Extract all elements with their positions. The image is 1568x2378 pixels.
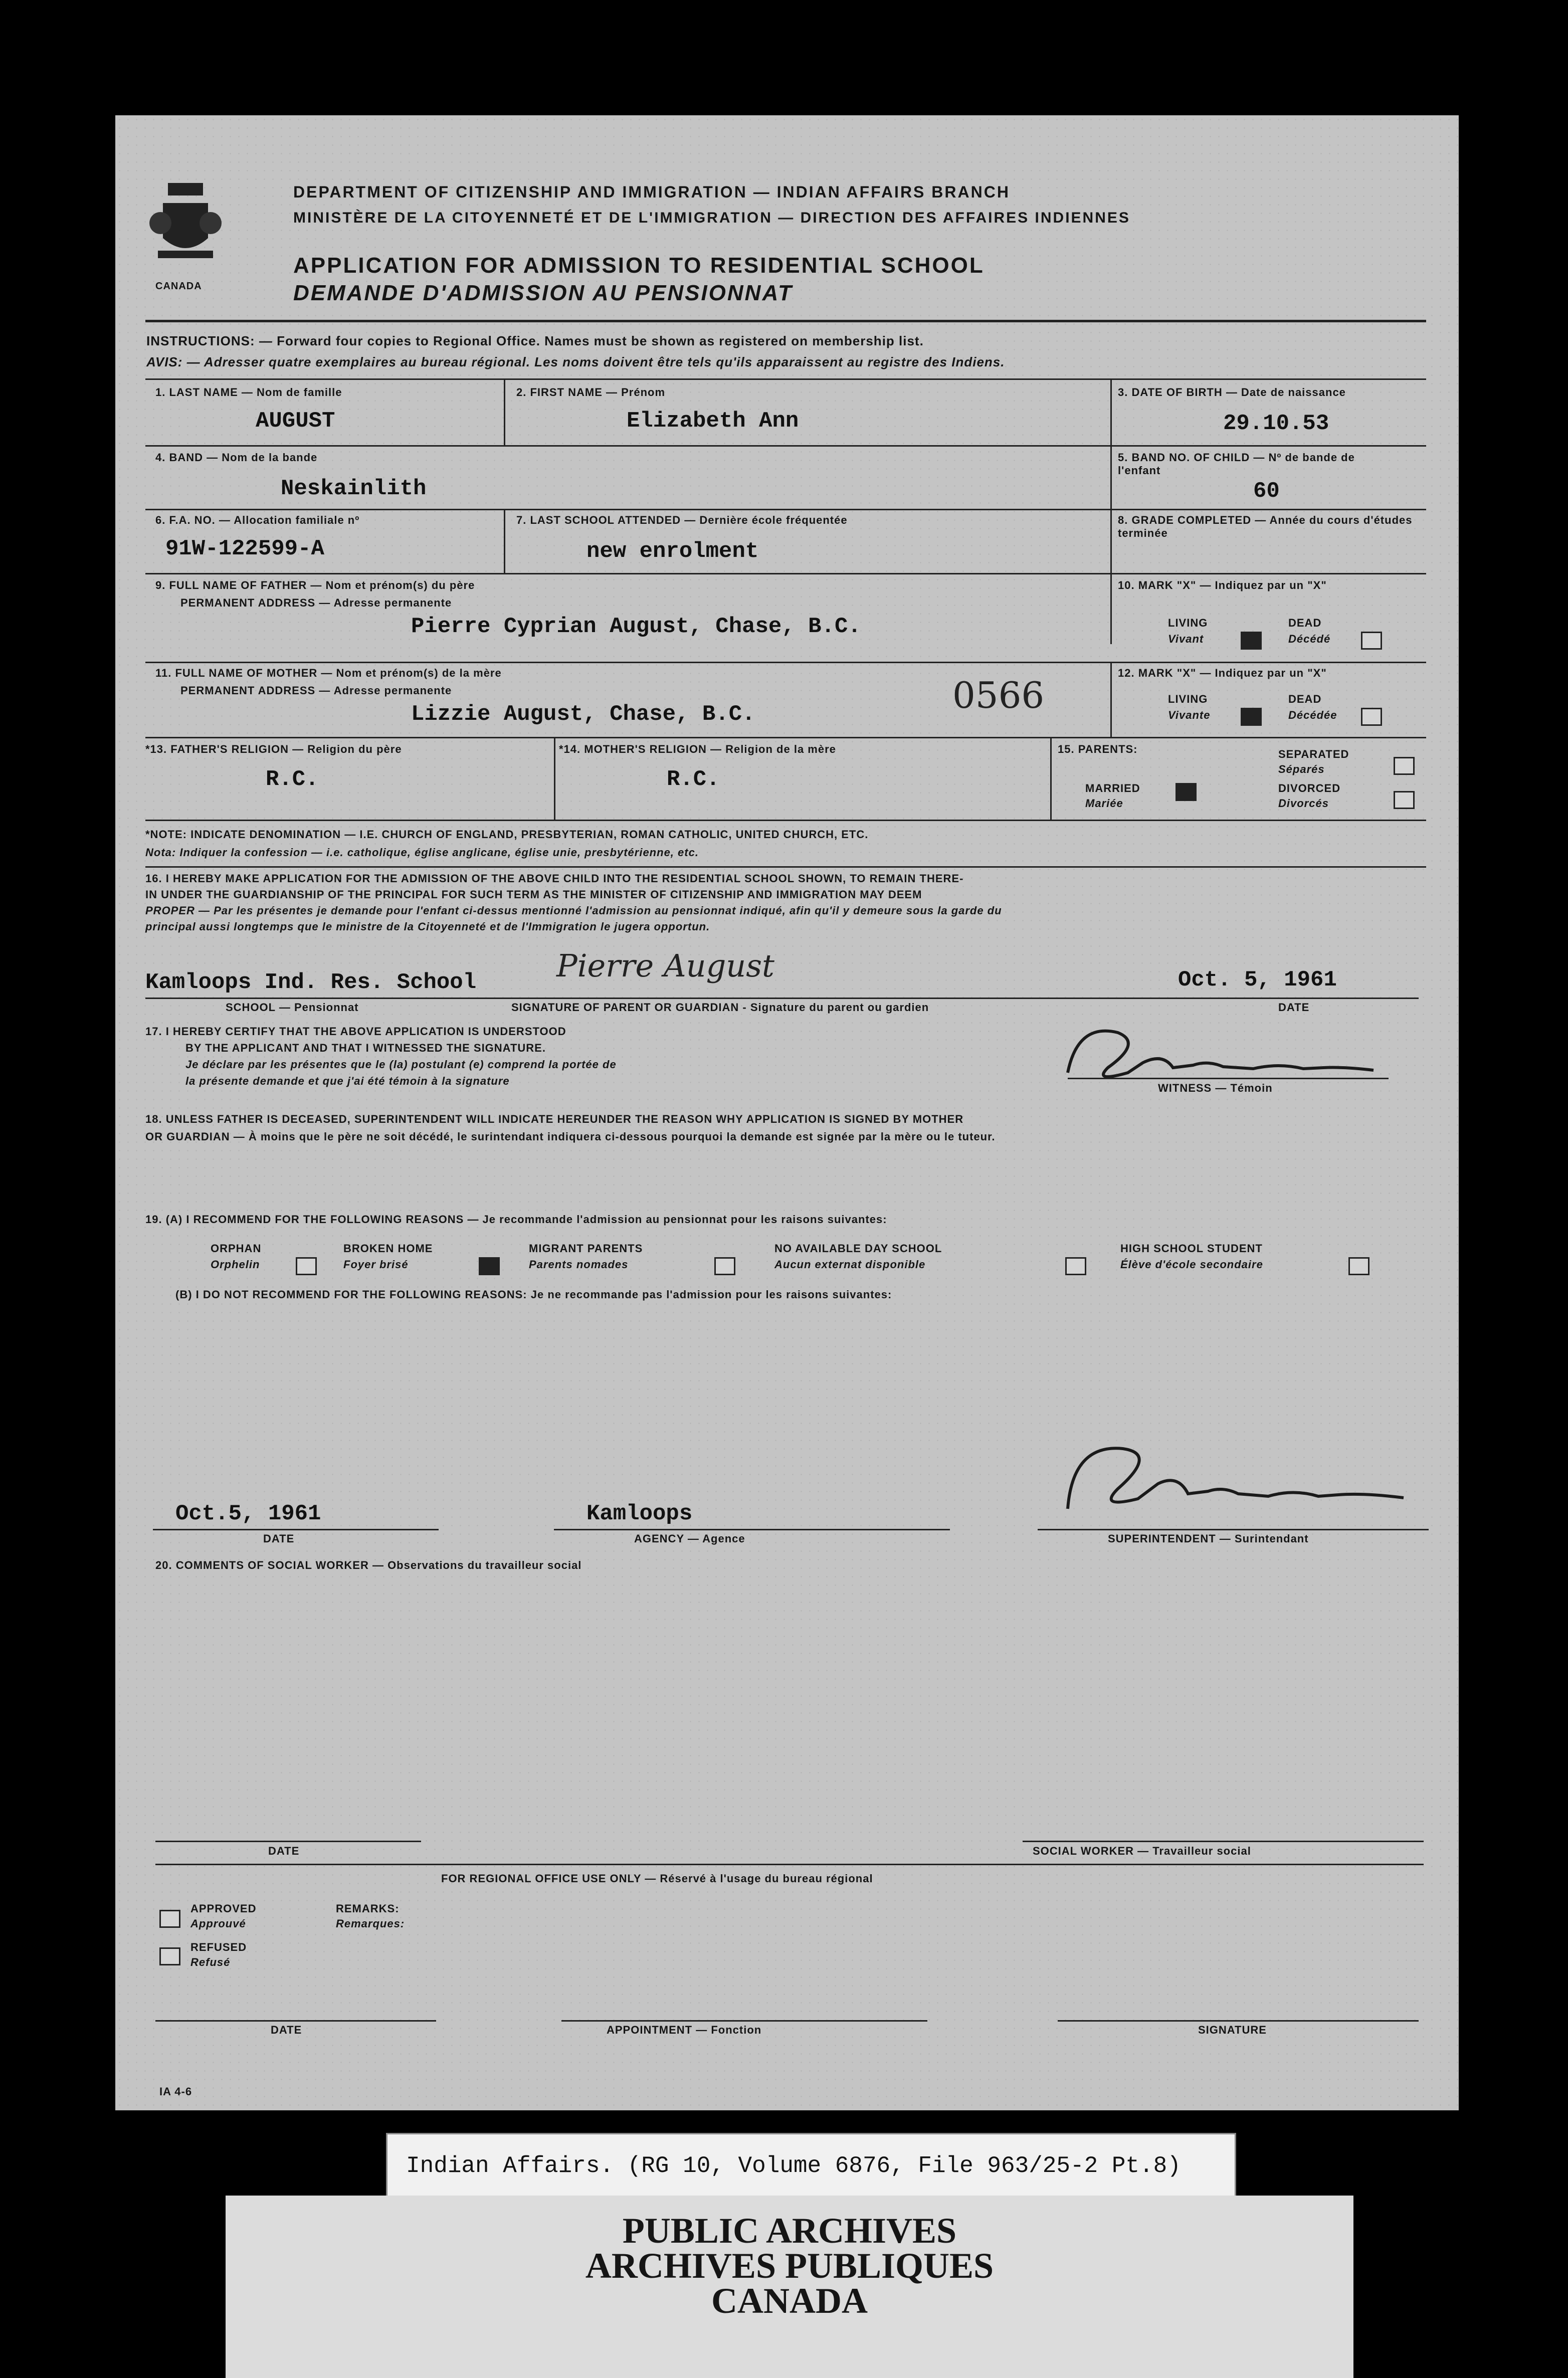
separated-label: SEPARATED [1278,748,1349,760]
first-name-value: Elizabeth Ann [627,409,799,434]
married-label: MARRIED [1085,782,1140,795]
s16-en1: 16. I HEREBY MAKE APPLICATION FOR THE ADMISSION OF THE ABOVE CHILD INTO THE RESIDENTIAL SCHOOL SHOWN, TO REMAIN THERE- [145,872,964,885]
separated-checkbox[interactable] [1394,757,1415,775]
form-number: IA 4-6 [159,2085,192,2098]
s16-fr2: principal aussi longtemps que le ministre de la Citoyenneté et de l'Immigration le jugera opportun. [145,920,710,933]
instructions-fr: AVIS: — Adresser quatre exemplaires au bureau régional. Les noms doivent être tels qu'ils apparaissent au registre des Indiens. [146,354,1005,369]
s19-a: 19. (A) I RECOMMEND FOR THE FOLLOWING REASONS — Je recommande l'admission au pensionnat pour les raisons suivantes: [145,1213,887,1226]
father-vivant-label: Vivant [1168,633,1204,645]
s18-en: 18. UNLESS FATHER IS DECEASED, SUPERINTENDENT WILL INDICATE HEREUNDER THE REASON WHY APPLICATION IS SIGNED BY MOTHER [145,1113,964,1125]
form-title-fr: DEMANDE D'ADMISSION AU PENSIONNAT [293,281,793,305]
regional-date-label: DATE [271,2024,302,2036]
mother-religion-value: R.C. [667,767,720,792]
divorces-label: Divorcés [1278,797,1329,810]
department-fr: MINISTÈRE DE LA CITOYENNETÉ ET DE L'IMMIGRATION — DIRECTION DES AFFAIRES INDIENNES [293,210,1130,226]
witness-signature [1043,1013,1389,1093]
parent-signature: Pierre August [556,947,774,984]
married-checkbox[interactable] [1175,783,1197,801]
s20-label: 20. COMMENTS OF SOCIAL WORKER — Observations du travailleur social [155,1559,582,1571]
mother-living-checkbox[interactable] [1241,708,1262,726]
broken-home-checkbox[interactable] [479,1257,500,1275]
last-name-value: AUGUST [256,409,335,434]
s16-en2: IN UNDER THE GUARDIANSHIP OF THE PRINCIPAL FOR SUCH TERM AS THE MINISTER OF CITIZENSHIP AND IMMIGRATION MAY DEEM [145,888,922,901]
mother-value: Lizzie August, Chase, B.C. [411,702,755,727]
orphan-checkbox[interactable] [296,1257,317,1275]
migrant-label: MIGRANT PARENTS [529,1242,643,1255]
department-en: DEPARTMENT OF CITIZENSHIP AND IMMIGRATION — INDIAN AFFAIRS BRANCH [293,183,1010,201]
first-name-label: 2. FIRST NAME — Prénom [516,386,666,399]
eleve-label: Élève d'école secondaire [1120,1258,1263,1271]
father-mark-label: 10. MARK "X" — Indiquez par un "X" [1118,579,1327,591]
archive-reference: Indian Affairs. (RG 10, Volume 6876, File 963/25-2 Pt.8) [406,2153,1181,2179]
school-value: Kamloops Ind. Res. School [145,970,477,995]
migrant-checkbox[interactable] [714,1257,735,1275]
approved-checkbox[interactable] [159,1910,180,1928]
s16-fr1: PROPER — Par les présentes je demande pour l'enfant ci-dessus mentionné l'admission au pensionnat indiqué, afin qu'il y demeure sous la garde du [145,904,1002,917]
father-value: Pierre Cyprian August, Chase, B.C. [411,614,861,639]
note-en: *NOTE: INDICATE DENOMINATION — I.E. CHURCH OF ENGLAND, PRESBYTERIAN, ROMAN CATHOLIC, UNITED CHURCH, ETC. [145,828,869,841]
archives-line1: PUBLIC ARCHIVES [622,2211,957,2251]
archives-line3: CANADA [711,2281,868,2321]
note-fr: Nota: Indiquer la confession — i.e. catholique, église anglicane, église unie, presbytérienne, etc. [145,846,699,859]
band-no-value: 60 [1253,479,1280,504]
appointment-label: APPOINTMENT — Fonction [607,2024,762,2036]
dob-value: 29.10.53 [1223,411,1329,436]
s18-en2: OR GUARDIAN — À moins que le père ne soit décédé, le surintendant indiquera ci-dessous pourquoi la demande est signée par la mère ou le tuteur. [145,1130,996,1143]
s19-date-value: Oct.5, 1961 [175,1501,321,1526]
school-label: SCHOOL — Pensionnat [226,1001,359,1014]
s17-en2: BY THE APPLICANT AND THAT I WITNESSED THE SIGNATURE. [185,1042,546,1054]
mother-decedee-label: Décédée [1288,709,1337,721]
parents-label: 15. PARENTS: [1058,743,1138,755]
divorced-checkbox[interactable] [1394,791,1415,809]
dob-label: 3. DATE OF BIRTH — Date de naissance [1118,386,1346,399]
witness-label: WITNESS — Témoin [1158,1082,1273,1094]
no-day-school-checkbox[interactable] [1065,1257,1086,1275]
social-worker-label: SOCIAL WORKER — Travailleur social [1033,1845,1251,1857]
form-title-en: APPLICATION FOR ADMISSION TO RESIDENTIAL SCHOOL [293,253,985,278]
refused-checkbox[interactable] [159,1947,180,1965]
last-school-value: new enrolment [586,539,759,564]
regional-signature-label: SIGNATURE [1198,2024,1267,2036]
separes-label: Séparés [1278,763,1325,775]
handwritten-note: 0566 [952,674,1045,716]
broken-home-label: BROKEN HOME [343,1242,433,1255]
agency-value: Kamloops [586,1501,693,1526]
superintendent-label: SUPERINTENDENT — Surintendant [1108,1532,1309,1545]
remarques-label: Remarques: [336,1917,405,1930]
approved-label: APPROVED [190,1902,257,1915]
s16-date-value: Oct. 5, 1961 [1178,967,1337,993]
father-decede-label: Décédé [1288,633,1331,645]
father-religion-value: R.C. [266,767,319,792]
approuve-label: Approuvé [190,1917,246,1930]
fa-no-value: 91W-122599-A [165,536,324,561]
father-living-checkbox[interactable] [1241,632,1262,650]
high-school-checkbox[interactable] [1348,1257,1369,1275]
fa-no-label: 6. F.A. NO. — Allocation familiale nº [155,514,360,526]
refused-label: REFUSED [190,1941,247,1953]
mother-dead-label: DEAD [1288,693,1322,705]
s19-b: (B) I DO NOT RECOMMEND FOR THE FOLLOWING REASONS: Je ne recommande pas l'admission pour les raisons suivantes: [175,1288,892,1301]
remarks-label: REMARKS: [336,1902,400,1915]
s19-date-label: DATE [263,1532,295,1545]
archives-line2: ARCHIVES PUBLIQUES [585,2246,994,2286]
divorced-label: DIVORCED [1278,782,1341,795]
mother-mark-label: 12. MARK "X" — Indiquez par un "X" [1118,667,1327,679]
mother-religion-label: *14. MOTHER'S RELIGION — Religion de la mère [559,743,836,755]
s16-date-label: DATE [1278,1001,1310,1014]
band-label: 4. BAND — Nom de la bande [155,451,318,464]
s17-fr2: la présente demande et que j'ai été témoin à la signature [185,1075,510,1087]
s17-fr1: Je déclare par les présentes que le (la) postulant (e) comprend la portée de [185,1058,617,1071]
orphelin-label: Orphelin [211,1258,260,1271]
last-school-label: 7. LAST SCHOOL ATTENDED — Dernière école fréquentée [516,514,848,526]
mother-vivante-label: Vivante [1168,709,1211,721]
father-name-label: 9. FULL NAME OF FATHER — Nom et prénom(s) du père [155,579,475,591]
s20-date-label: DATE [268,1845,300,1857]
last-name-label: 1. LAST NAME — Nom de famille [155,386,342,399]
band-no-label: 5. BAND NO. OF CHILD — Nº de bande de l'enfant [1118,451,1355,477]
mother-dead-checkbox[interactable] [1361,708,1382,726]
band-value: Neskainlith [281,476,427,501]
mother-name-label: 11. FULL NAME OF MOTHER — Nom et prénom(s) de la mère [155,667,502,679]
high-school-label: HIGH SCHOOL STUDENT [1120,1242,1263,1255]
nomades-label: Parents nomades [529,1258,629,1271]
agency-label: AGENCY — Agence [634,1532,745,1545]
no-day-school-label: NO AVAILABLE DAY SCHOOL [774,1242,942,1255]
father-religion-label: *13. FATHER'S RELIGION — Religion du père [145,743,402,755]
foyer-label: Foyer brisé [343,1258,409,1271]
mother-living-label: LIVING [1168,693,1208,705]
father-dead-label: DEAD [1288,617,1322,629]
signature-label: SIGNATURE OF PARENT OR GUARDIAN - Signature du parent ou gardien [511,1001,929,1014]
father-living-label: LIVING [1168,617,1208,629]
mother-address-label: PERMANENT ADDRESS — Adresse permanente [180,684,452,697]
coat-of-arms-icon [148,173,228,288]
regional-title: FOR REGIONAL OFFICE USE ONLY — Réservé à l'usage du bureau régional [441,1872,873,1885]
mariee-label: Mariée [1085,797,1123,810]
father-address-label: PERMANENT ADDRESS — Adresse permanente [180,597,452,609]
s17-en1: 17. I HEREBY CERTIFY THAT THE ABOVE APPLICATION IS UNDERSTOOD [145,1025,566,1038]
orphan-label: ORPHAN [211,1242,262,1255]
superintendent-signature [1033,1424,1414,1524]
refuse-label: Refusé [190,1956,231,1968]
country-label: CANADA [155,281,202,292]
grade-label: 8. GRADE COMPLETED — Année du cours d'études terminée [1118,514,1413,539]
father-dead-checkbox[interactable] [1361,632,1382,650]
instructions-en: INSTRUCTIONS: — Forward four copies to Regional Office. Names must be shown as registered on membership list. [146,333,924,348]
aucun-label: Aucun externat disponible [774,1258,926,1271]
